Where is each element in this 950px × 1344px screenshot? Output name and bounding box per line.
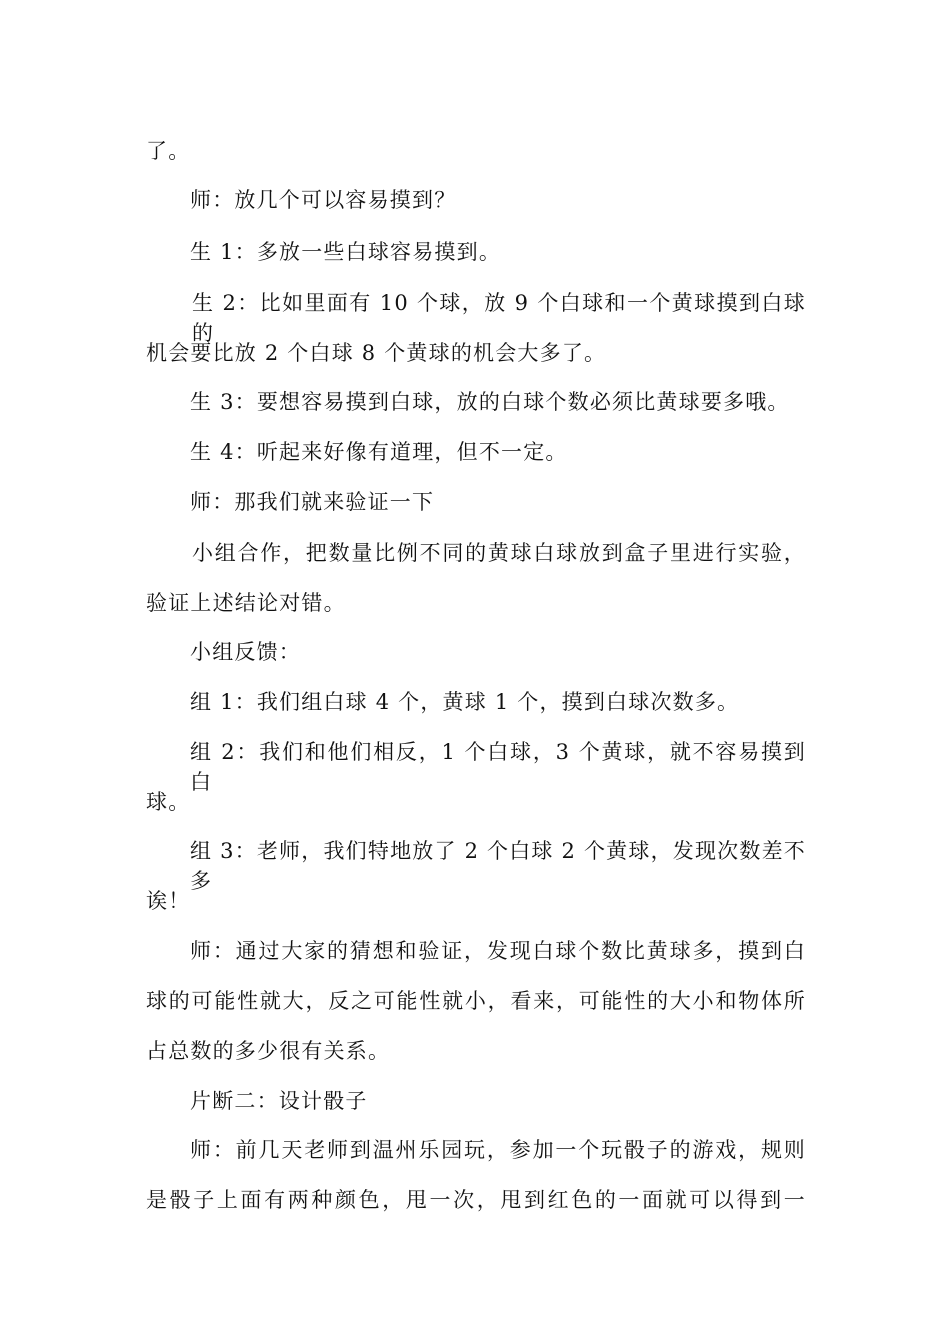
paragraph-line: 了。	[146, 139, 191, 163]
paragraph-line: 小组合作，把数量比例不同的黄球白球放到盒子里进行实验，	[192, 541, 806, 565]
paragraph-line: 球。	[146, 790, 191, 814]
paragraph-line: 小组反馈：	[190, 640, 301, 664]
paragraph-line: 诶！	[146, 889, 191, 913]
paragraph-line: 球的可能性就大，反之可能性就小，看来，可能性的大小和物体所	[146, 989, 806, 1013]
paragraph-line: 师：那我们就来验证一下	[190, 490, 435, 514]
paragraph-line: 片断二：设计骰子	[190, 1089, 368, 1113]
paragraph-line: 组 1：我们组白球 4 个，黄球 1 个，摸到白球次数多。	[190, 690, 740, 714]
paragraph-line: 是骰子上面有两种颜色，甩一次，甩到红色的一面就可以得到一	[146, 1188, 806, 1212]
paragraph-line: 组 3：老师，我们特地放了 2 个白球 2 个黄球，发现次数差不多	[190, 839, 806, 893]
paragraph-line: 师：通过大家的猜想和验证，发现白球个数比黄球多，摸到白	[190, 939, 806, 963]
paragraph-line: 师：放几个可以容易摸到？	[190, 188, 457, 212]
paragraph-line: 组 2：我们和他们相反，1 个白球，3 个黄球，就不容易摸到白	[190, 740, 806, 794]
paragraph-line: 生 2：比如里面有 10 个球，放 9 个白球和一个黄球摸到白球的	[192, 291, 806, 345]
paragraph-line: 占总数的多少很有关系。	[146, 1039, 391, 1063]
paragraph-line: 生 1：多放一些白球容易摸到。	[190, 240, 502, 264]
paragraph-line: 师：前几天老师到温州乐园玩，参加一个玩骰子的游戏，规则	[190, 1138, 806, 1162]
paragraph-line: 验证上述结论对错。	[146, 591, 346, 615]
paragraph-line: 生 3：要想容易摸到白球，放的白球个数必须比黄球要多哦。	[190, 390, 790, 414]
paragraph-line: 生 4：听起来好像有道理，但不一定。	[190, 440, 568, 464]
paragraph-line: 机会要比放 2 个白球 8 个黄球的机会大多了。	[146, 341, 607, 365]
